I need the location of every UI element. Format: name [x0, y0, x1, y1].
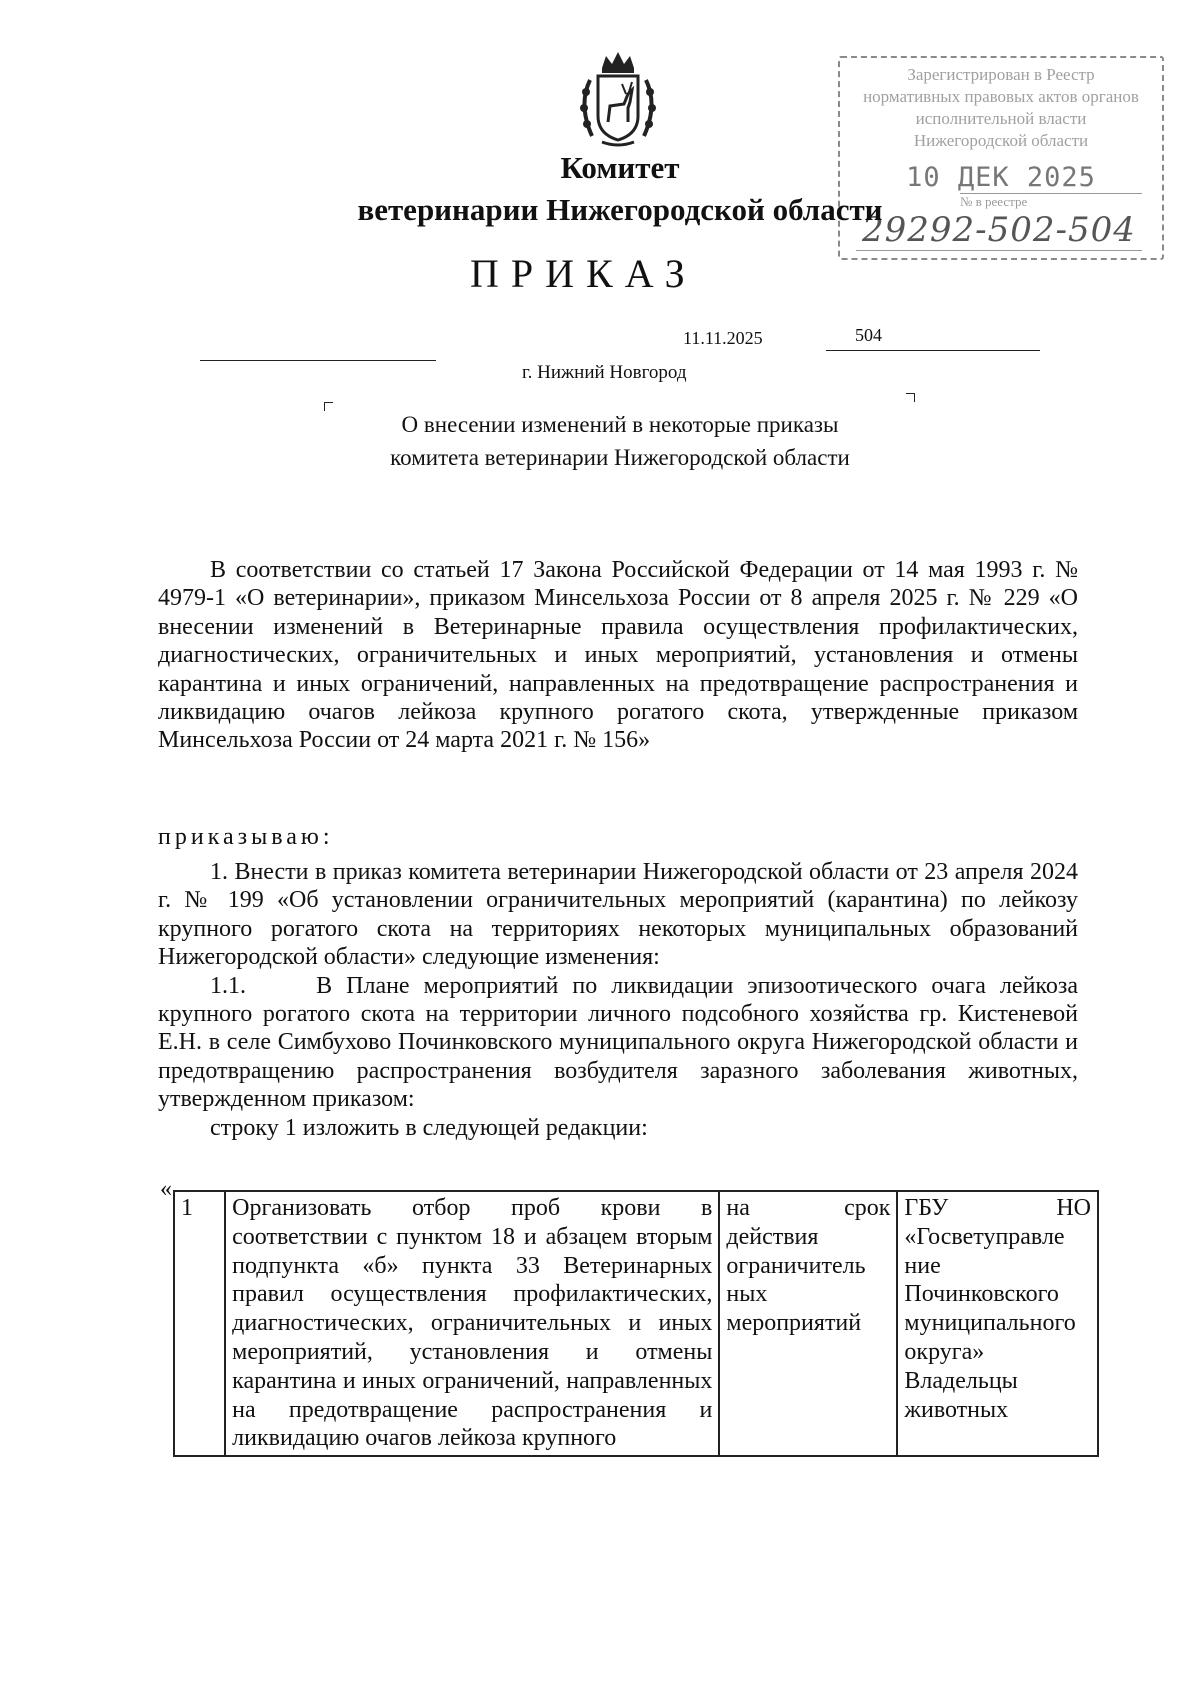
table-row: [174, 1191, 1098, 1456]
cell-responsible: ГБУ НО «Госветуправле ние Починковского муниципального округа» Владельцы животных: [897, 1191, 1098, 1456]
plan-table: [173, 1190, 1099, 1457]
stamp-registry-number: 29292-502-504: [862, 210, 1136, 250]
stamp-text: Зарегистрирован в Реестр нормативных правовых актов органов исполнительной власти Нижегородской области: [863, 65, 1139, 150]
document-type-title: ПРИКАЗ: [470, 251, 697, 296]
org-name-line2: ветеринарии Нижегородской области: [357, 192, 883, 227]
preamble-paragraph: В соответствии со статьей 17 Закона Российской Федерации от 14 мая 1993 г. № 4979-1 «О ветеринарии», приказом Минсельхоза России от 8 апреля 2025 г. № 229 «О внесении изменений в Ветеринарные правила осуществления профилактических, диагностических, ограничительных и иных мероприятий, установления и отмены карантина и иных ограничений, направленных на предотвращение распространения и ликвидацию очагов лейкоза крупного рогатого скота, утвержденные приказом Минсельхоза России от 24 марта 2021 г. № 156»: [158, 557, 1078, 754]
subject-bracket-right: [906, 393, 915, 402]
stamp-registry-label: № в реестре: [960, 194, 1028, 209]
cell-row-number: 1: [174, 1191, 225, 1456]
stamp-divider: [856, 250, 1142, 251]
clause-1: 1. Внести в приказ комитета ветеринарии Нижегородской области от 23 апреля 2024 г. № 199 «Об установлении ограничительных мероприятий (карантина) по лейкозу крупного рогатого скота на территориях некоторых муниципальных образований Нижегородской области» следующие изменения:: [158, 859, 1078, 971]
coat-of-arms-icon: [572, 50, 664, 150]
document-number: 504: [855, 325, 882, 345]
clauses-block: [158, 858, 1084, 1142]
number-underline: [826, 350, 1040, 351]
cell-action: Организовать отбор проб крови в соответствии с пунктом 18 и абзацем вторым подпункта «б» пункта 33 Ветеринарных правил осуществления профилактических, диагностических, ограничительных и иных мероприятий, установления и отмены карантина и иных ограничений, направленных на предотвращение распространения и ликвидацию очагов лейкоза крупного: [225, 1191, 719, 1456]
clause-1-1: 1.1. В Плане мероприятий по ликвидации эпизоотического очага лейкоза крупного рогатого скота на территории личного подсобного хозяйства гр. Кистеневой Е.Н. в селе Симбухово Починковского муниципального округа Нижегородской области и предотвращению распространения возбудителя заразного заболевания животных, утвержденном приказом:: [158, 972, 1084, 1113]
org-name-line1: Комитет: [560, 150, 680, 185]
document-subject: О внесении изменений в некоторые приказы комитета ветеринарии Нижегородской области: [390, 412, 850, 470]
open-quote: «: [160, 1176, 172, 1202]
row-instruction: строку 1 изложить в следующей редакции:: [210, 1114, 648, 1141]
cell-term: на срок действия ограничитель ных мероприятий: [719, 1191, 897, 1456]
date-underline: [200, 360, 436, 361]
document-city: г. Нижний Новгород: [522, 362, 687, 383]
order-word: приказываю:: [158, 824, 334, 850]
document-date: 11.11.2025: [683, 328, 763, 348]
stamp-date: 10 ДЕК 2025: [906, 162, 1096, 193]
